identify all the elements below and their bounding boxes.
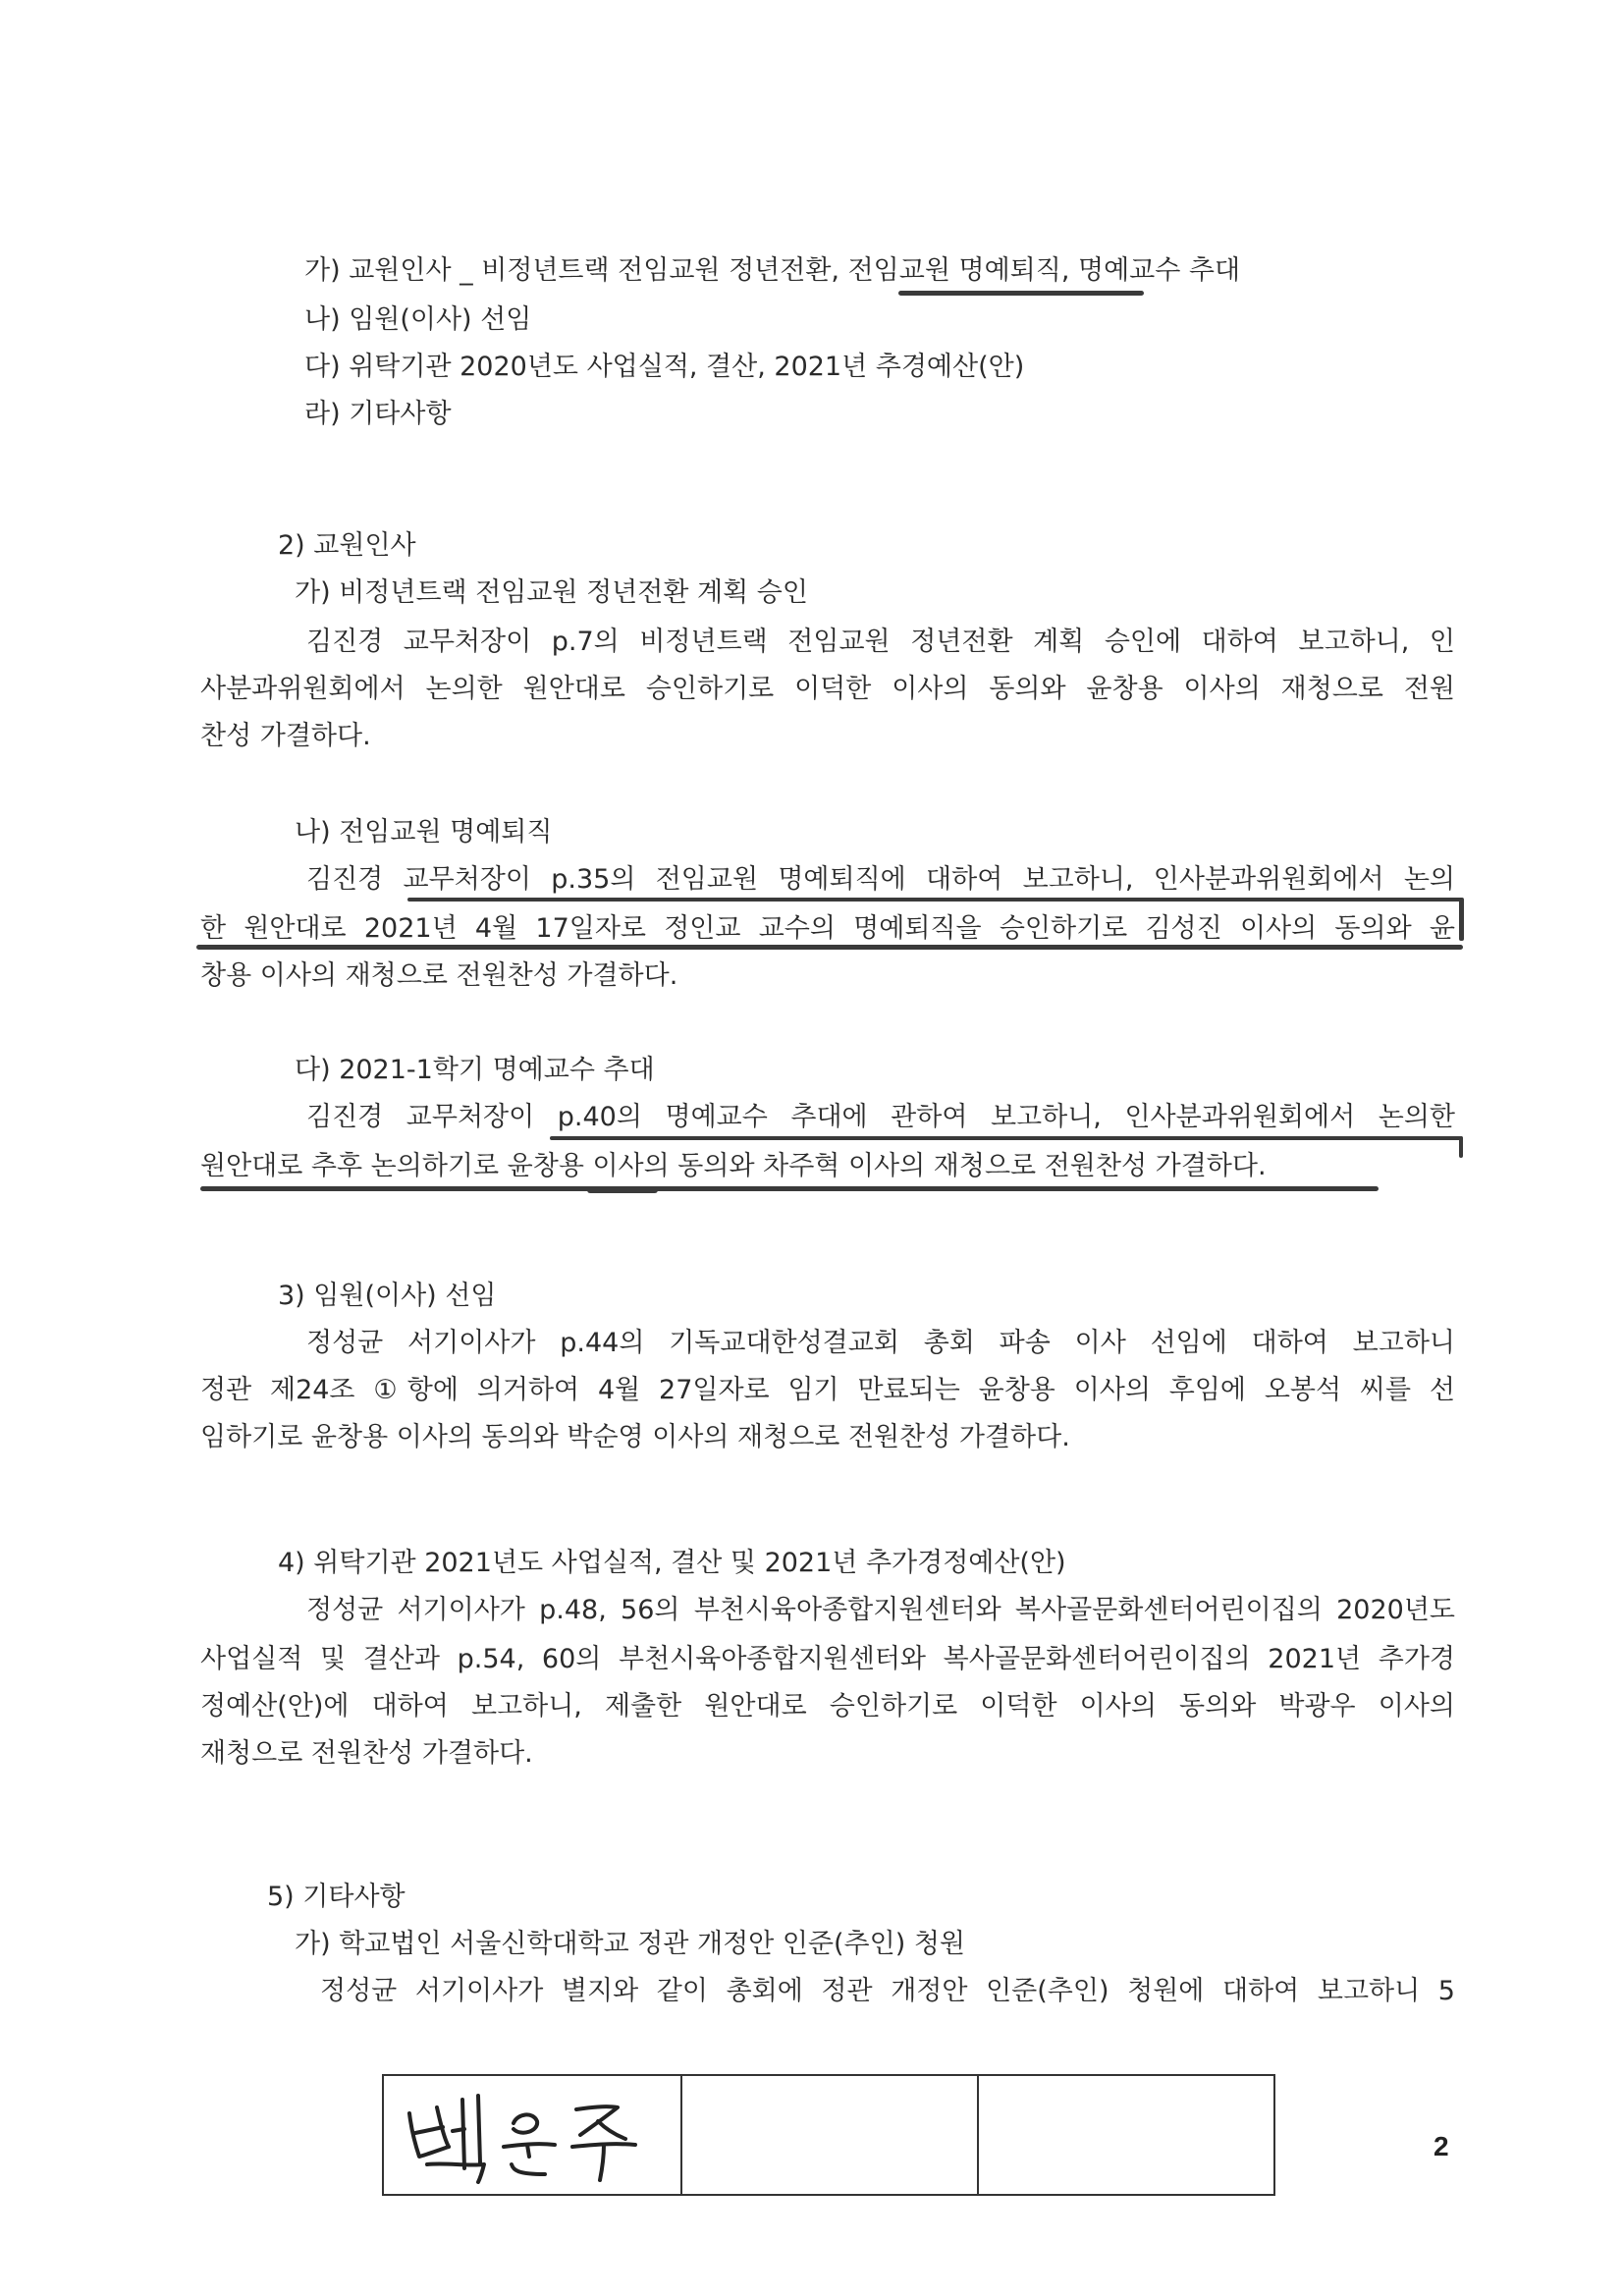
section-2b-line-1: 김진경 교무처장이 p.35의 전임교원 명예퇴직에 대하여 보고하니, 인사분과위원회에서 논의 — [306, 864, 1455, 895]
section-5a-title: 가) 학교법인 서울신학대학교 정관 개정안 인준(추인) 청원 — [295, 1929, 965, 1959]
agenda-item-d: 라) 기타사항 — [304, 399, 452, 429]
underline-mark — [200, 1186, 1379, 1191]
section-5a-line-1: 정성균 서기이사가 별지와 같이 총회에 정관 개정안 인준(추인) 청원에 대하여 보고하니 5 — [320, 1976, 1455, 2006]
section-2a-line-2: 사분과위원회에서 논의한 원안대로 승인하기로 이덕한 이사의 동의와 윤창용 이사의 재청으로 전원 — [200, 674, 1455, 704]
section-2c-line-2: 원안대로 추후 논의하기로 윤창용 이사의 동의와 차주혁 이사의 재청으로 전원찬성 가결하다. — [200, 1151, 1267, 1181]
section-3-heading: 3) 임원(이사) 선임 — [278, 1281, 497, 1311]
section-2a-line-3: 찬성 가결하다. — [200, 721, 371, 751]
bracket-mark — [1459, 1136, 1463, 1158]
signature-cell-1 — [384, 2076, 682, 2194]
agenda-item-b: 나) 임원(이사) 선임 — [304, 304, 532, 335]
section-3-line-3: 임하기로 윤창용 이사의 동의와 박순영 이사의 재청으로 전원찬성 가결하다. — [200, 1422, 1070, 1452]
signature-box — [382, 2074, 1275, 2196]
section-3-line-1: 정성균 서기이사가 p.44의 기독교대한성결교회 총회 파송 이사 선임에 대하여 보고하니 — [306, 1328, 1455, 1358]
agenda-item-a: 가) 교원인사 _ 비정년트랙 전임교원 정년전환, 전임교원 명예퇴직, 명예교수 추대 — [304, 255, 1241, 286]
section-2c-title: 다) 2021-1학기 명예교수 추대 — [295, 1055, 655, 1085]
section-2b-line-3: 창용 이사의 재청으로 전원찬성 가결하다. — [200, 960, 678, 991]
section-3-line-2: 정관 제24조 ①항에 의거하여 4월 27일자로 임기 만료되는 윤창용 이사의 후임에 오봉석 씨를 선 — [200, 1375, 1455, 1405]
section-2b-line-2: 한 원안대로 2021년 4월 17일자로 정인교 교수의 명예퇴직을 승인하기로 김성진 이사의 동의와 윤 — [200, 913, 1455, 944]
page-number: 2 — [1434, 2131, 1449, 2161]
section-5-heading: 5) 기타사항 — [267, 1882, 406, 1912]
underline-mark — [196, 945, 1463, 950]
section-4-line-1: 정성균 서기이사가 p.48, 56의 부천시육아종합지원센터와 복사골문화센터어린이집의 2020년도 — [306, 1595, 1455, 1625]
section-4-line-4: 재청으로 전원찬성 가결하다. — [200, 1738, 533, 1769]
handwritten-signature — [398, 2086, 643, 2184]
underline-mark — [587, 1186, 658, 1193]
agenda-item-c: 다) 위탁기관 2020년도 사업실적, 결산, 2021년 추경예산(안) — [304, 352, 1025, 382]
underline-mark — [898, 291, 1144, 296]
bracket-mark — [1459, 898, 1464, 941]
section-2-heading: 2) 교원인사 — [278, 530, 416, 561]
section-4-line-2: 사업실적 및 결산과 p.54, 60의 부천시육아종합지원센터와 복사골문화센터어린이집의 2021년 추가경 — [200, 1644, 1455, 1674]
section-2b-title: 나) 전임교원 명예퇴직 — [295, 817, 553, 847]
section-2c-line-1: 김진경 교무처장이 p.40의 명예교수 추대에 관하여 보고하니, 인사분과위원회에서 논의한 — [306, 1102, 1455, 1132]
section-2a-line-1: 김진경 교무처장이 p.7의 비정년트랙 전임교원 정년전환 계획 승인에 대하여 보고하니, 인 — [306, 627, 1455, 657]
section-2a-title: 가) 비정년트랙 전임교원 정년전환 계획 승인 — [295, 577, 808, 608]
section-4-line-3: 정예산(안)에 대하여 보고하니, 제출한 원안대로 승인하기로 이덕한 이사의 동의와 박광우 이사의 — [200, 1691, 1455, 1722]
signature-cell-3 — [979, 2076, 1273, 2194]
signature-cell-2 — [682, 2076, 979, 2194]
underline-mark — [407, 898, 1463, 902]
underline-mark — [550, 1136, 1463, 1140]
section-4-heading: 4) 위탁기관 2021년도 사업실적, 결산 및 2021년 추가경정예산(안) — [278, 1548, 1066, 1578]
